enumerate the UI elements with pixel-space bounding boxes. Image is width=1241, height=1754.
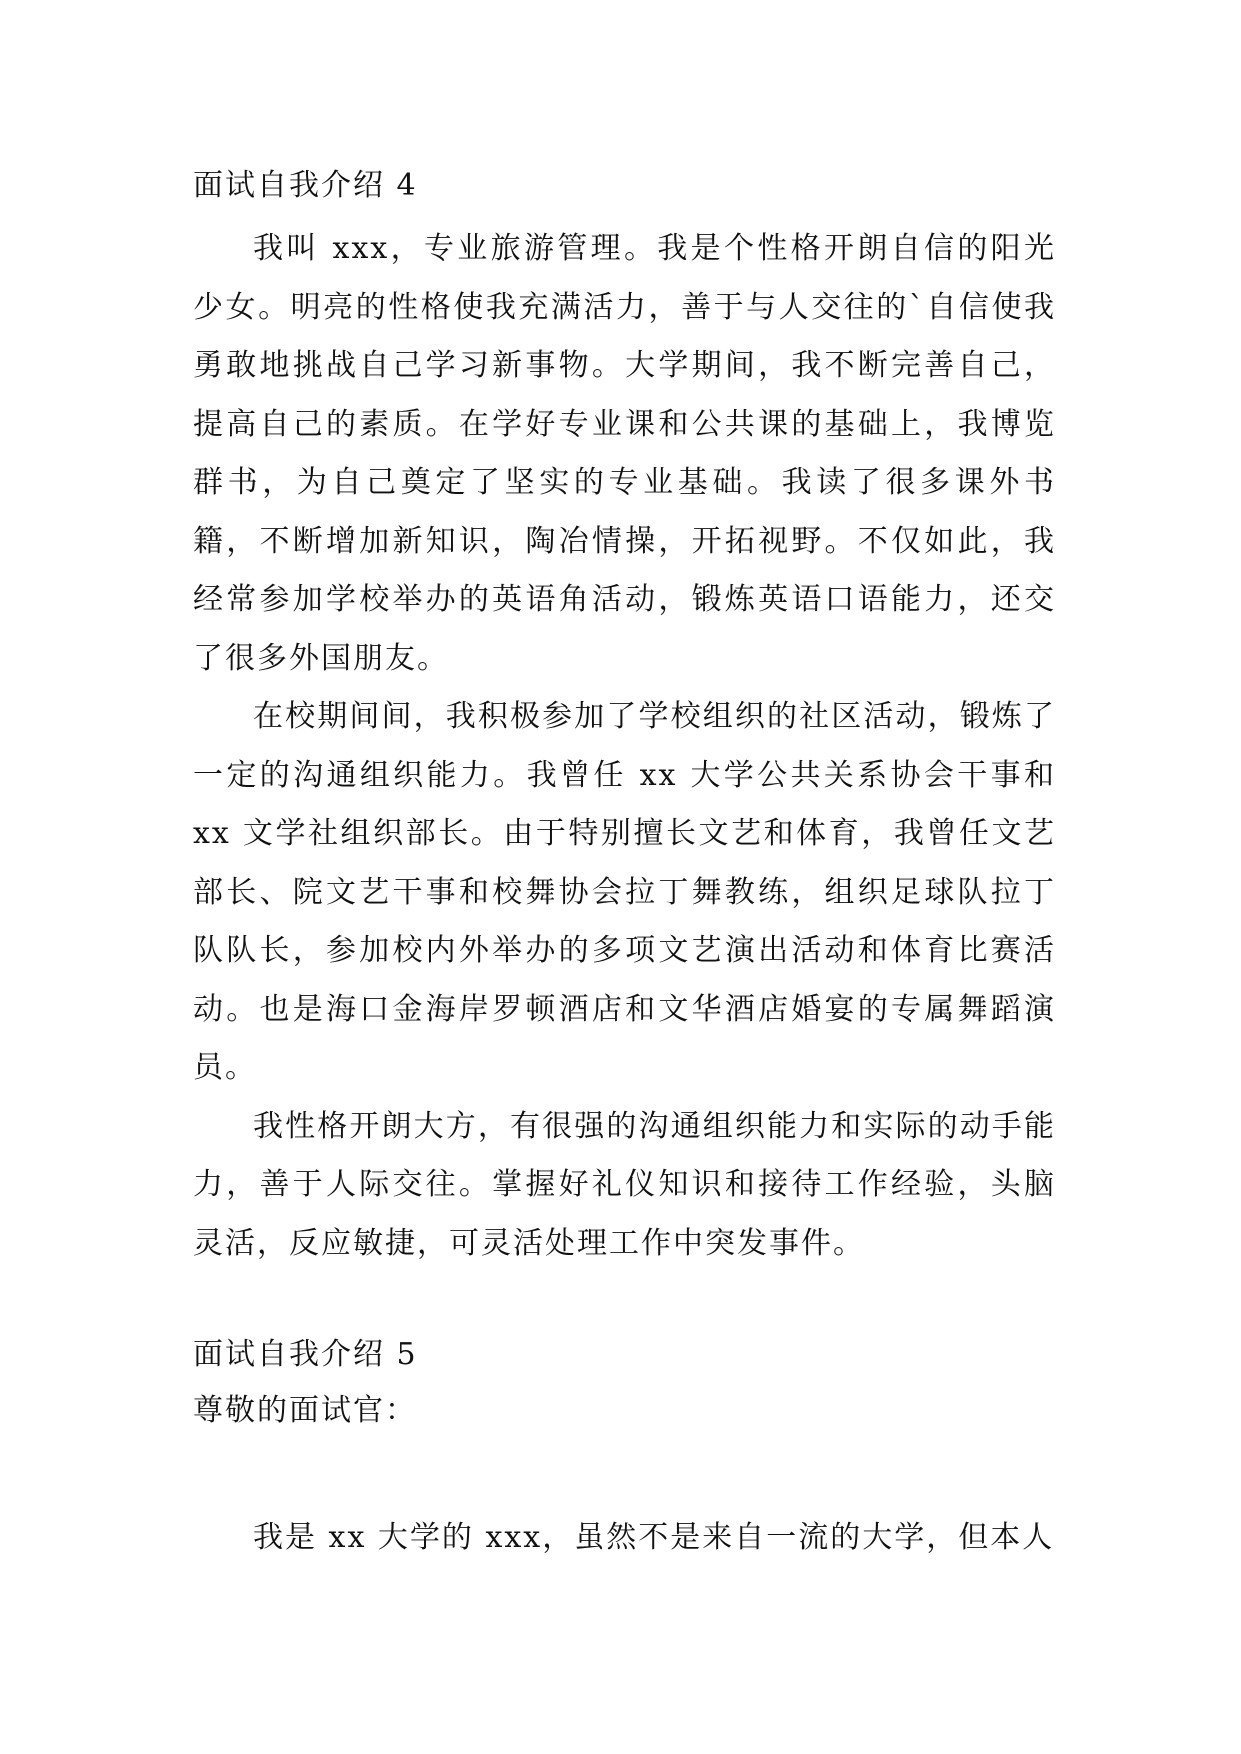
section-4-paragraph-3: 我性格开朗大方，有很强的沟通组织能力和实际的动手能力，善于人际交往。掌握好礼仪知识和接待工作经验，头脑灵活，反应敏捷，可灵活处理工作中突发事件。 (193, 1108, 1056, 1261)
section-4-title: 面试自我介绍 4 (193, 168, 418, 203)
spacer (193, 1273, 1056, 1327)
section-5-salutation: 尊敬的面试官： (193, 1393, 417, 1428)
section-5-title: 面试自我介绍 5 (193, 1337, 418, 1372)
document-body (193, 158, 1056, 1568)
spacer (193, 1439, 1056, 1509)
section-4-paragraph-1: 我叫 xxx，专业旅游管理。我是个性格开朗自信的阳光少女。明亮的性格使我充满活力，善于与人交往的`自信使我勇敢地挑战自己学习新事物。大学期间，我不断完善自己，提高自己的素质。在学好专业课和公共课的基础上，我博览群书，为自己奠定了坚实的专业基础。我读了很多课外书籍，不断增加新知识，陶冶情操，开拓视野。不仅如此，我经常参加学校举办的英语角活动，锻炼英语口语能力，还交了很多外国朋友。 (193, 231, 1056, 676)
section-4-paragraph-2: 在校期间间，我积极参加了学校组织的社区活动，锻炼了一定的沟通组织能力。我曾任 xx 大学公共关系协会干事和 xx 文学社组织部长。由于特别擅长文艺和体育，我曾任文艺部长、院文艺干事和校舞协会拉丁舞教练，组织足球队拉丁队队长，参加校内外举办的多项文艺演出活动和体育比赛活动。也是海口金海岸罗顿酒店和文华酒店婚宴的专属舞蹈演员。 (193, 699, 1056, 1085)
section-5-paragraph-1: 我是 xx 大学的 xxx，虽然不是来自一流的大学，但本人 (253, 1520, 1055, 1555)
